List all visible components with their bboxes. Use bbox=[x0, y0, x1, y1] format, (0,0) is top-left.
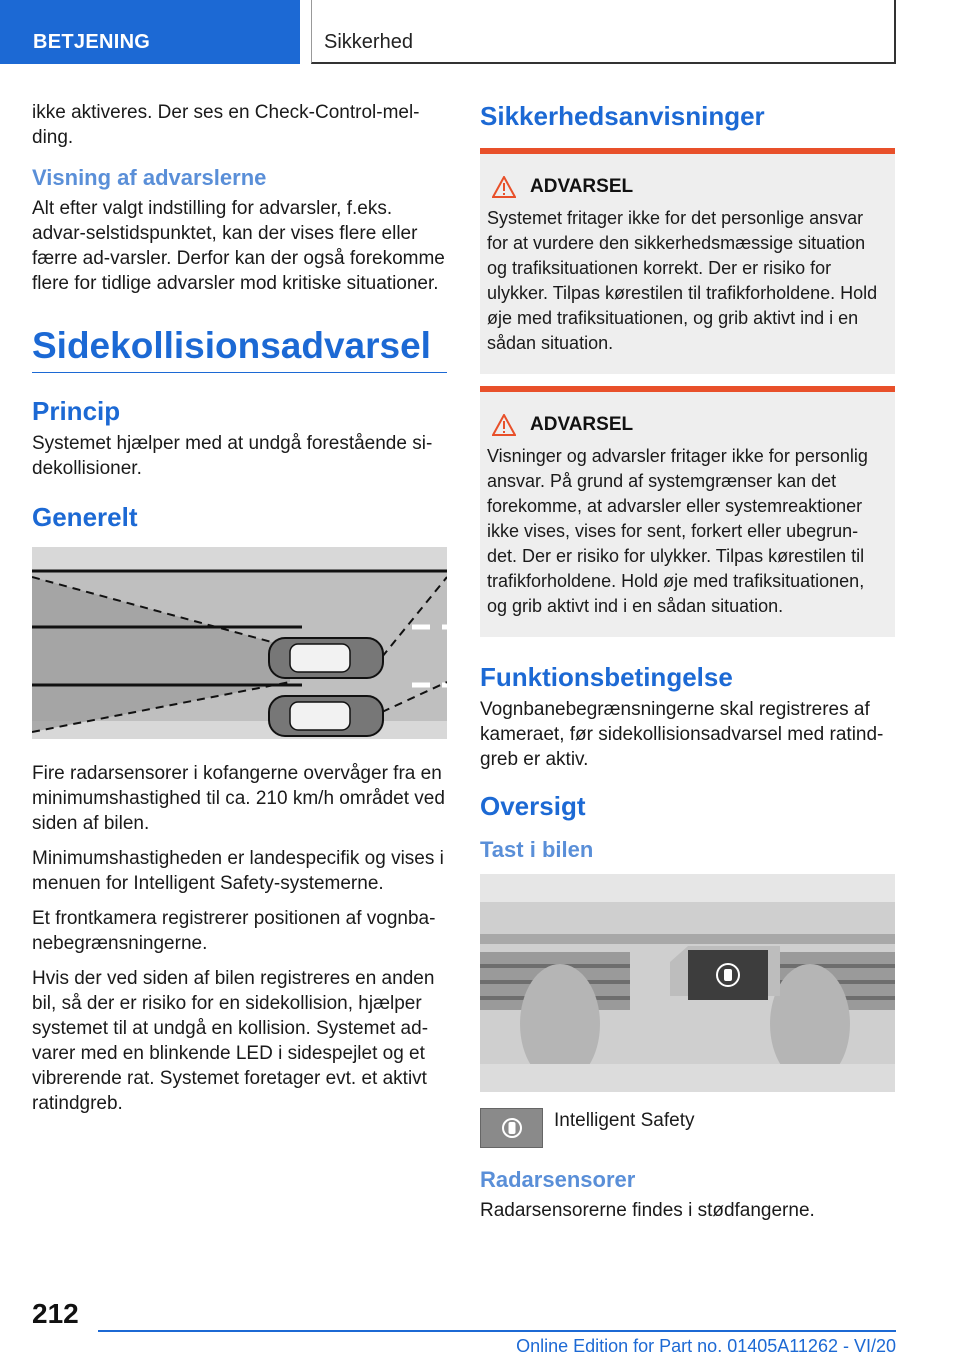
page-number: 212 bbox=[32, 1298, 79, 1329]
footer-edition: Online Edition for Part no. 01405A11262 - VI/20 bbox=[516, 1336, 896, 1356]
warning-header-1 bbox=[492, 176, 887, 198]
funktion-paragraph: Vognbanebegrænsningerne skal registreres af kameraet, før sidekollisionsadvarsel med ratind-greb er aktiv. bbox=[480, 699, 884, 770]
intelligent-safety-label: Intelligent Safety bbox=[554, 1110, 695, 1131]
intelligent-safety-icon bbox=[480, 1108, 543, 1148]
dashboard-button-figure bbox=[480, 874, 895, 1092]
warning-box-1 bbox=[480, 148, 895, 374]
generelt-paragraph-1: Fire radarsensorer i kofangerne overvåger fra en minimumshastighed til ca. 210 km/h området ved siden af bilen. bbox=[32, 763, 445, 834]
right-column bbox=[480, 100, 895, 1233]
header-section-label: BETJENING bbox=[33, 31, 151, 53]
heading-radarsensorer: Radarsensorer bbox=[480, 1167, 636, 1192]
footer-divider bbox=[98, 1330, 896, 1332]
intelligent-safety-glyph bbox=[500, 1116, 524, 1140]
warning-box-2 bbox=[480, 386, 895, 637]
heading-generelt: Generelt bbox=[32, 502, 138, 532]
princip-paragraph: Systemet hjælper med at undgå forestående si-dekollisioner. bbox=[32, 433, 433, 479]
intro-paragraph: ikke aktiveres. Der ses en Check-Control-mel-ding. bbox=[32, 102, 420, 148]
generelt-paragraph-4: Hvis der ved siden af bilen registreres en anden bil, så der er risiko for en sidekollision, hjælper systemet til at undgå en kollision. Systemet ad-varer med en blinkende LED i sidespejlet og et vibrerende rat. Systemet foretager evt. et aktivt ratindgreb. bbox=[32, 968, 435, 1114]
intelligent-safety-row bbox=[480, 1108, 895, 1148]
left-column bbox=[32, 100, 447, 1126]
warning-triangle-icon bbox=[492, 176, 516, 198]
header-chapter-title bbox=[311, 0, 896, 64]
warning-title-1: ADVARSEL bbox=[530, 176, 634, 197]
heading-sikkerhedsanvisninger: Sikkerhedsanvisninger bbox=[480, 101, 765, 131]
heading-tast-i-bilen: Tast i bilen bbox=[480, 837, 594, 862]
generelt-paragraph-2: Minimumshastigheden er landespecifik og vises i menuen for Intelligent Safety-systemerne. bbox=[32, 848, 444, 894]
road-diagram bbox=[32, 547, 447, 739]
generelt-paragraph-3: Et frontkamera registrerer positionen af vognba-nebegrænsningerne. bbox=[32, 908, 436, 954]
radar-paragraph: Radarsensorerne findes i stødfangerne. bbox=[480, 1200, 815, 1221]
car-lower bbox=[269, 696, 383, 736]
warning-title-2: ADVARSEL bbox=[530, 414, 634, 435]
car-upper bbox=[269, 638, 383, 678]
heading-oversigt: Oversigt bbox=[480, 791, 586, 821]
road-diagram-figure bbox=[32, 547, 447, 739]
heading-princip: Princip bbox=[32, 396, 121, 426]
warning-text-1: Systemet fritager ikke for det personlige ansvar for at vurdere den sikkerhedsmæssige situation og trafiksituationen korrekt. Der er risiko for ulykker. Tilpas kørestilen til trafikforholdene. Hold øje med trafiksituationen, og grib aktivt ind i en sådan situation. bbox=[487, 208, 878, 353]
warning-header-2 bbox=[492, 414, 887, 436]
warning-triangle-icon bbox=[492, 414, 516, 436]
header-title-label: Sikkerhed bbox=[324, 31, 413, 53]
visning-paragraph: Alt efter valgt indstilling for advarsler, f.eks. advar-selstidspunktet, kan der vises flere eller færre ad-varsler. Derfor kan der også forekomme flere for tidlige advarsler mod kritiske situationer. bbox=[32, 198, 445, 294]
dashboard-photo bbox=[480, 874, 895, 1092]
heading-visning: Visning af advarslerne bbox=[32, 165, 267, 190]
warning-text-2: Visninger og advarsler fritager ikke for personlig ansvar. På grund af systemgrænser kan det forekomme, at advarsler eller systemreaktioner ikke vises, vises for sent, forkert eller ubegrun-det. Der er risiko for ulykker. Tilpas kørestilen til trafikforholdene. Hold øje med trafiksituationen, og grib aktivt ind i en sådan situation. bbox=[487, 446, 868, 616]
heading-sidekollision: Sidekollisionsadvarsel bbox=[32, 324, 447, 373]
header-section-tab bbox=[0, 0, 300, 64]
heading-funktionsbetingelse: Funktionsbetingelse bbox=[480, 662, 733, 692]
